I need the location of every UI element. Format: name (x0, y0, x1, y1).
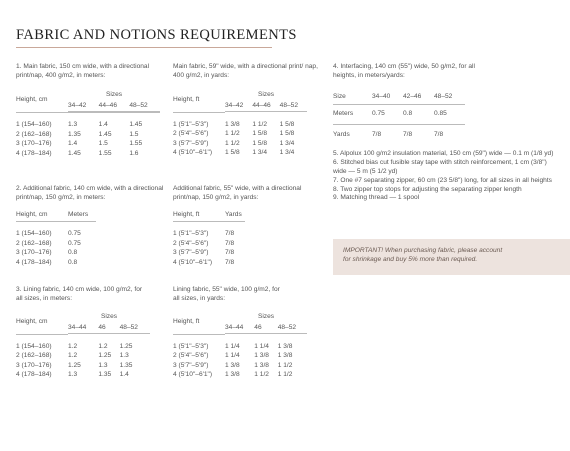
size-header: Size (333, 91, 372, 105)
table-row (333, 125, 465, 145)
main-fabric-yards-table (173, 90, 307, 159)
cell: 7/8 (434, 130, 444, 138)
height-header: Height, ft (173, 318, 200, 326)
height-header: Height, ft (173, 96, 200, 104)
table-row (173, 130, 307, 140)
table-row (16, 239, 96, 249)
interfacing-block (333, 63, 533, 145)
table-row (173, 239, 245, 249)
cell: 1.2 (68, 342, 78, 350)
additional-fabric-yards-caption: Additional fabric, 55" wide, with a directional print/nap, 150 g/m2, in yards: (173, 185, 302, 201)
cell: 7/8 (225, 249, 235, 257)
col-header: 44–46 (99, 101, 130, 112)
col-header: 34–44 (68, 323, 98, 334)
col-header: 48–52 (129, 101, 160, 112)
main-fabric-meters-block (16, 63, 164, 159)
col-header: 46 (98, 323, 119, 334)
interfacing-table (333, 91, 465, 145)
cell: 4 (178–184) (16, 371, 52, 379)
cell: 1.2 (98, 342, 108, 350)
main-fabric-yards-caption: Main fabric, 59" wide, with a directional print/ nap, 400 g/m2, in yards: (173, 63, 318, 79)
cell: 7/8 (372, 130, 382, 138)
cell: 1.45 (129, 121, 143, 129)
cell: 4 (5'10"–6'1") (173, 258, 213, 266)
cell: 7/8 (225, 230, 235, 238)
table-row (173, 149, 307, 159)
additional-fabric-yards-table (173, 209, 245, 268)
cell: 1.3 (68, 371, 78, 379)
cell: 1.35 (98, 371, 112, 379)
cell: 1.3 (119, 352, 129, 360)
important-note (333, 239, 570, 275)
cell: 2 (5'4"–5'6") (173, 239, 209, 247)
table-row (333, 105, 465, 125)
cell: 2 (162–168) (16, 239, 52, 247)
lining-yards-block (173, 286, 323, 381)
table-row (16, 121, 160, 131)
cell: 1.6 (129, 149, 139, 157)
cell: 1.35 (68, 130, 81, 138)
important-note-line: IMPORTANT! When purchasing fabric, please account (343, 247, 503, 254)
important-note-line: for shrinkage and buy 5% more than required. (343, 255, 478, 263)
cell: 1 1/4 (225, 352, 240, 360)
value-header: Meters (68, 209, 96, 222)
cell: 3 (170–176) (16, 249, 52, 257)
cell: 7/8 (403, 130, 413, 138)
cell: 1 5/8 (279, 120, 295, 128)
cell: 3 (5'7"–5'9") (173, 249, 209, 257)
value-header: Yards (225, 209, 245, 222)
table-row (173, 371, 307, 381)
cell: 1 (154–160) (16, 342, 52, 350)
list-item: 6. Stitched bias cut fusible stay tape with stitch reinforcement, 1 cm (3/8") (333, 158, 547, 166)
cell: 1.45 (68, 149, 81, 157)
cell: 1.55 (129, 140, 143, 148)
lining-meters-table (16, 312, 150, 381)
cell: 1.2 (68, 352, 78, 360)
cell: 1 3/8 (277, 342, 293, 350)
cell: 1.45 (98, 130, 112, 138)
table-row (173, 120, 307, 130)
cell: Meters (333, 105, 372, 125)
cell: 1 1/2 (254, 371, 269, 379)
cell: 1 3/4 (279, 149, 295, 157)
cell: 0.75 (68, 239, 81, 247)
list-item: wide — 5 m (5 1/2 yd) (333, 167, 398, 175)
cell: 1 1/2 (277, 371, 293, 379)
list-item: 8. Two zipper top stops for adjusting the separating zipper length (333, 185, 522, 193)
cell: 1 3/8 (225, 120, 240, 128)
cell: 3 (5'7"–5'9") (173, 139, 209, 147)
main-fabric-meters-caption: 1. Main fabric, 150 cm wide, with a directional print/nap, 400 g/m2, in meters: (16, 63, 150, 79)
table-row (173, 249, 245, 259)
table-row (173, 361, 307, 371)
cell: Yards (333, 130, 350, 138)
lining-yards-caption: Lining fabric, 55" wide, 100 g/m2, for all sizes, in yards: (173, 286, 280, 302)
table-row (16, 249, 96, 259)
cell: 1 3/8 (225, 371, 240, 379)
cell: 2 (162–168) (16, 130, 52, 138)
cell: 2 (5'4"–5'6") (173, 352, 209, 360)
sizes-header: Sizes (257, 90, 275, 98)
cell: 4 (5'10"–6'1") (173, 149, 213, 157)
important-note-text (343, 247, 563, 265)
cell: 0.75 (68, 230, 81, 238)
cell: 1.25 (98, 352, 112, 360)
cell: 0.8 (68, 249, 78, 257)
cell: 1.4 (98, 121, 108, 129)
page-title: FABRIC AND NOTIONS REQUIREMENTS (16, 27, 297, 43)
cell: 1 1/4 (225, 342, 240, 350)
table-row (173, 352, 307, 362)
cell: 1 3/4 (252, 149, 267, 157)
table-row (173, 342, 307, 352)
table-row (16, 259, 96, 269)
cell: 1 1/2 (225, 130, 240, 138)
col-header: 34–42 (68, 101, 99, 112)
title-underline (16, 47, 272, 48)
list-item: 5. Alpolux 100 g/m2 insulation material, 150 cm (59") wide — 0.1 m (1/8 yd) (333, 150, 554, 157)
cell: 0.85 (434, 105, 465, 125)
notions-list (333, 150, 569, 203)
main-fabric-meters-table (16, 90, 160, 159)
lining-yards-table (173, 312, 307, 381)
cell: 1.3 (68, 121, 78, 129)
table-row (16, 352, 150, 362)
col-header: 34–42 (225, 101, 252, 112)
cell: 1.5 (129, 130, 139, 138)
cell: 1 1/2 (225, 139, 240, 147)
cell: 1.35 (119, 361, 133, 369)
cell: 1 (5'1"–5'3") (173, 230, 209, 238)
col-header: 48–52 (278, 323, 307, 334)
col-header: 46 (254, 323, 277, 334)
cell: 3 (170–176) (16, 361, 52, 369)
table-row (16, 342, 150, 352)
sizes-header: Sizes (100, 312, 118, 320)
table-row (173, 259, 245, 269)
list-item: 9. Matching thread — 1 spool (333, 194, 420, 202)
cell: 1 3/8 (277, 352, 293, 360)
table-row (16, 371, 150, 381)
cell: 4 (5'10"–6'1") (173, 371, 213, 379)
table-row (16, 140, 160, 150)
additional-fabric-meters-caption: 2. Additional fabric, 140 cm wide, with a directional print/nap, 150 g/m2, in meters: (16, 185, 164, 201)
cell: 1 (154–160) (16, 230, 52, 238)
col-header: 34–44 (225, 323, 254, 334)
cell: 1 1/2 (252, 120, 267, 128)
sizes-header: Sizes (105, 90, 123, 98)
cell: 2 (5'4"–5'6") (173, 130, 209, 138)
cell: 1.4 (68, 140, 78, 148)
col-header: 34–40 (372, 91, 403, 105)
cell: 1 5/8 (279, 130, 295, 138)
cell: 1 3/8 (254, 361, 269, 369)
cell: 3 (170–176) (16, 140, 52, 148)
cell: 7/8 (225, 239, 235, 247)
cell: 1 5/8 (252, 139, 267, 147)
cell: 1 1/2 (277, 361, 293, 369)
table-row (16, 230, 96, 240)
cell: 7/8 (225, 258, 235, 266)
additional-fabric-yards-block (173, 185, 323, 268)
cell: 1 (154–160) (16, 121, 52, 129)
cell: 2 (162–168) (16, 352, 52, 360)
additional-fabric-meters-table (16, 209, 96, 268)
cell: 1 (5'1"–5'3") (173, 120, 209, 128)
cell: 3 (5'7"–5'9") (173, 361, 209, 369)
cell: 1.3 (98, 361, 108, 369)
sizes-header: Sizes (257, 312, 275, 320)
col-header: 48–52 (120, 323, 150, 334)
cell: 1 5/8 (252, 130, 267, 138)
cell: 0.8 (403, 105, 434, 125)
interfacing-caption: 4. Interfacing, 140 cm (55") wide, 50 g/m2, for all heights, in meters/yards: (333, 63, 475, 79)
lining-meters-block (16, 286, 166, 381)
cell: 4 (178–184) (16, 149, 52, 157)
cell: 1.25 (119, 342, 133, 350)
col-header: 48–52 (434, 91, 465, 105)
col-header: 42–46 (403, 91, 434, 105)
cell: 0.75 (372, 105, 403, 125)
table-row (16, 361, 150, 371)
cell: 1.4 (119, 371, 129, 379)
cell: 1 5/8 (225, 149, 240, 157)
cell: 1.25 (68, 361, 81, 369)
list-item: 7. One #7 separating zipper, 60 cm (23 5/8") long, for all sizes in all heights (333, 176, 552, 184)
lining-meters-caption: 3. Lining fabric, 140 cm wide, 100 g/m2, for all sizes, in meters: (16, 286, 143, 302)
cell: 1.5 (98, 140, 108, 148)
cell: 1 3/8 (225, 361, 240, 369)
cell: 1 (5'1"–5'3") (173, 342, 209, 350)
height-header: Height, cm (16, 318, 48, 326)
main-fabric-yards-block (173, 63, 321, 159)
height-header: Height, cm (16, 96, 48, 104)
table-row (173, 139, 307, 149)
height-header: Height, cm (16, 209, 68, 222)
col-header: 48–52 (280, 101, 307, 112)
cell: 1 3/8 (254, 352, 269, 360)
additional-fabric-meters-block (16, 185, 166, 268)
col-header: 44–46 (252, 101, 279, 112)
table-row (173, 230, 245, 240)
height-header: Height, ft (173, 209, 225, 222)
cell: 1 1/4 (254, 342, 269, 350)
cell: 0.8 (68, 258, 78, 266)
cell: 1 3/4 (279, 139, 295, 147)
cell: 4 (178–184) (16, 258, 52, 266)
table-row (16, 150, 160, 160)
table-row (16, 130, 160, 140)
cell: 1.55 (98, 149, 112, 157)
